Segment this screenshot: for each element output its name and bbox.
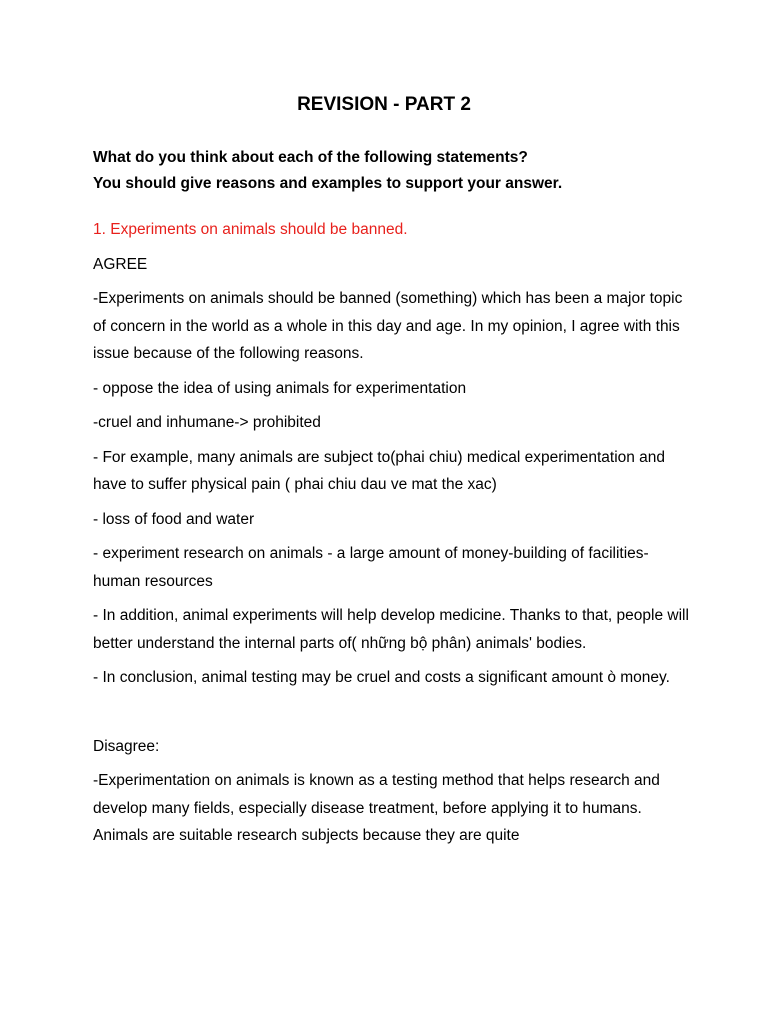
question-heading: 1. Experiments on animals should be banned.: [93, 221, 408, 238]
disagree-paragraph: -Experimentation on animals is known as a testing method that helps research and develop many fields, especially disease treatment, before applying it to humans. Animals are suitable research subjects because they are quite: [93, 772, 660, 844]
agree-paragraph: - oppose the idea of using animals for experimentation: [93, 379, 467, 397]
agree-heading: AGREE: [93, 255, 148, 273]
document-body: [93, 216, 693, 857]
agree-paragraph: - For example, many animals are subject to(phai chiu) medical experimentation and have to suffer physical pain ( phai chiu dau ve mat the xac): [93, 448, 666, 493]
agree-paragraph: - loss of food and water: [93, 510, 255, 528]
page-title: REVISION - PART 2: [297, 94, 471, 115]
agree-paragraph: - experiment research on animals - a large amount of money-building of facilities- human resources: [93, 545, 649, 590]
agree-paragraph: - In conclusion, animal testing may be cruel and costs a significant amount ò money.: [93, 669, 670, 686]
instruction-line: What do you think about each of the following statements?: [93, 149, 528, 166]
disagree-heading: Disagree:: [93, 737, 160, 755]
instruction-line: You should give reasons and examples to support your answer.: [93, 175, 563, 192]
agree-paragraph: -cruel and inhumane-> prohibited: [93, 414, 321, 431]
spacer: [93, 699, 693, 733]
agree-paragraph: - In addition, animal experiments will help develop medicine. Thanks to that, people will better understand the internal parts of( những bộ phân) animals' bodies.: [93, 607, 689, 652]
instructions: [93, 145, 562, 197]
agree-paragraph: -Experiments on animals should be banned (something) which has been a major topic of concern in the world as a whole in this day and age. In my opinion, I agree with this issue because of the following reasons.: [93, 290, 683, 362]
